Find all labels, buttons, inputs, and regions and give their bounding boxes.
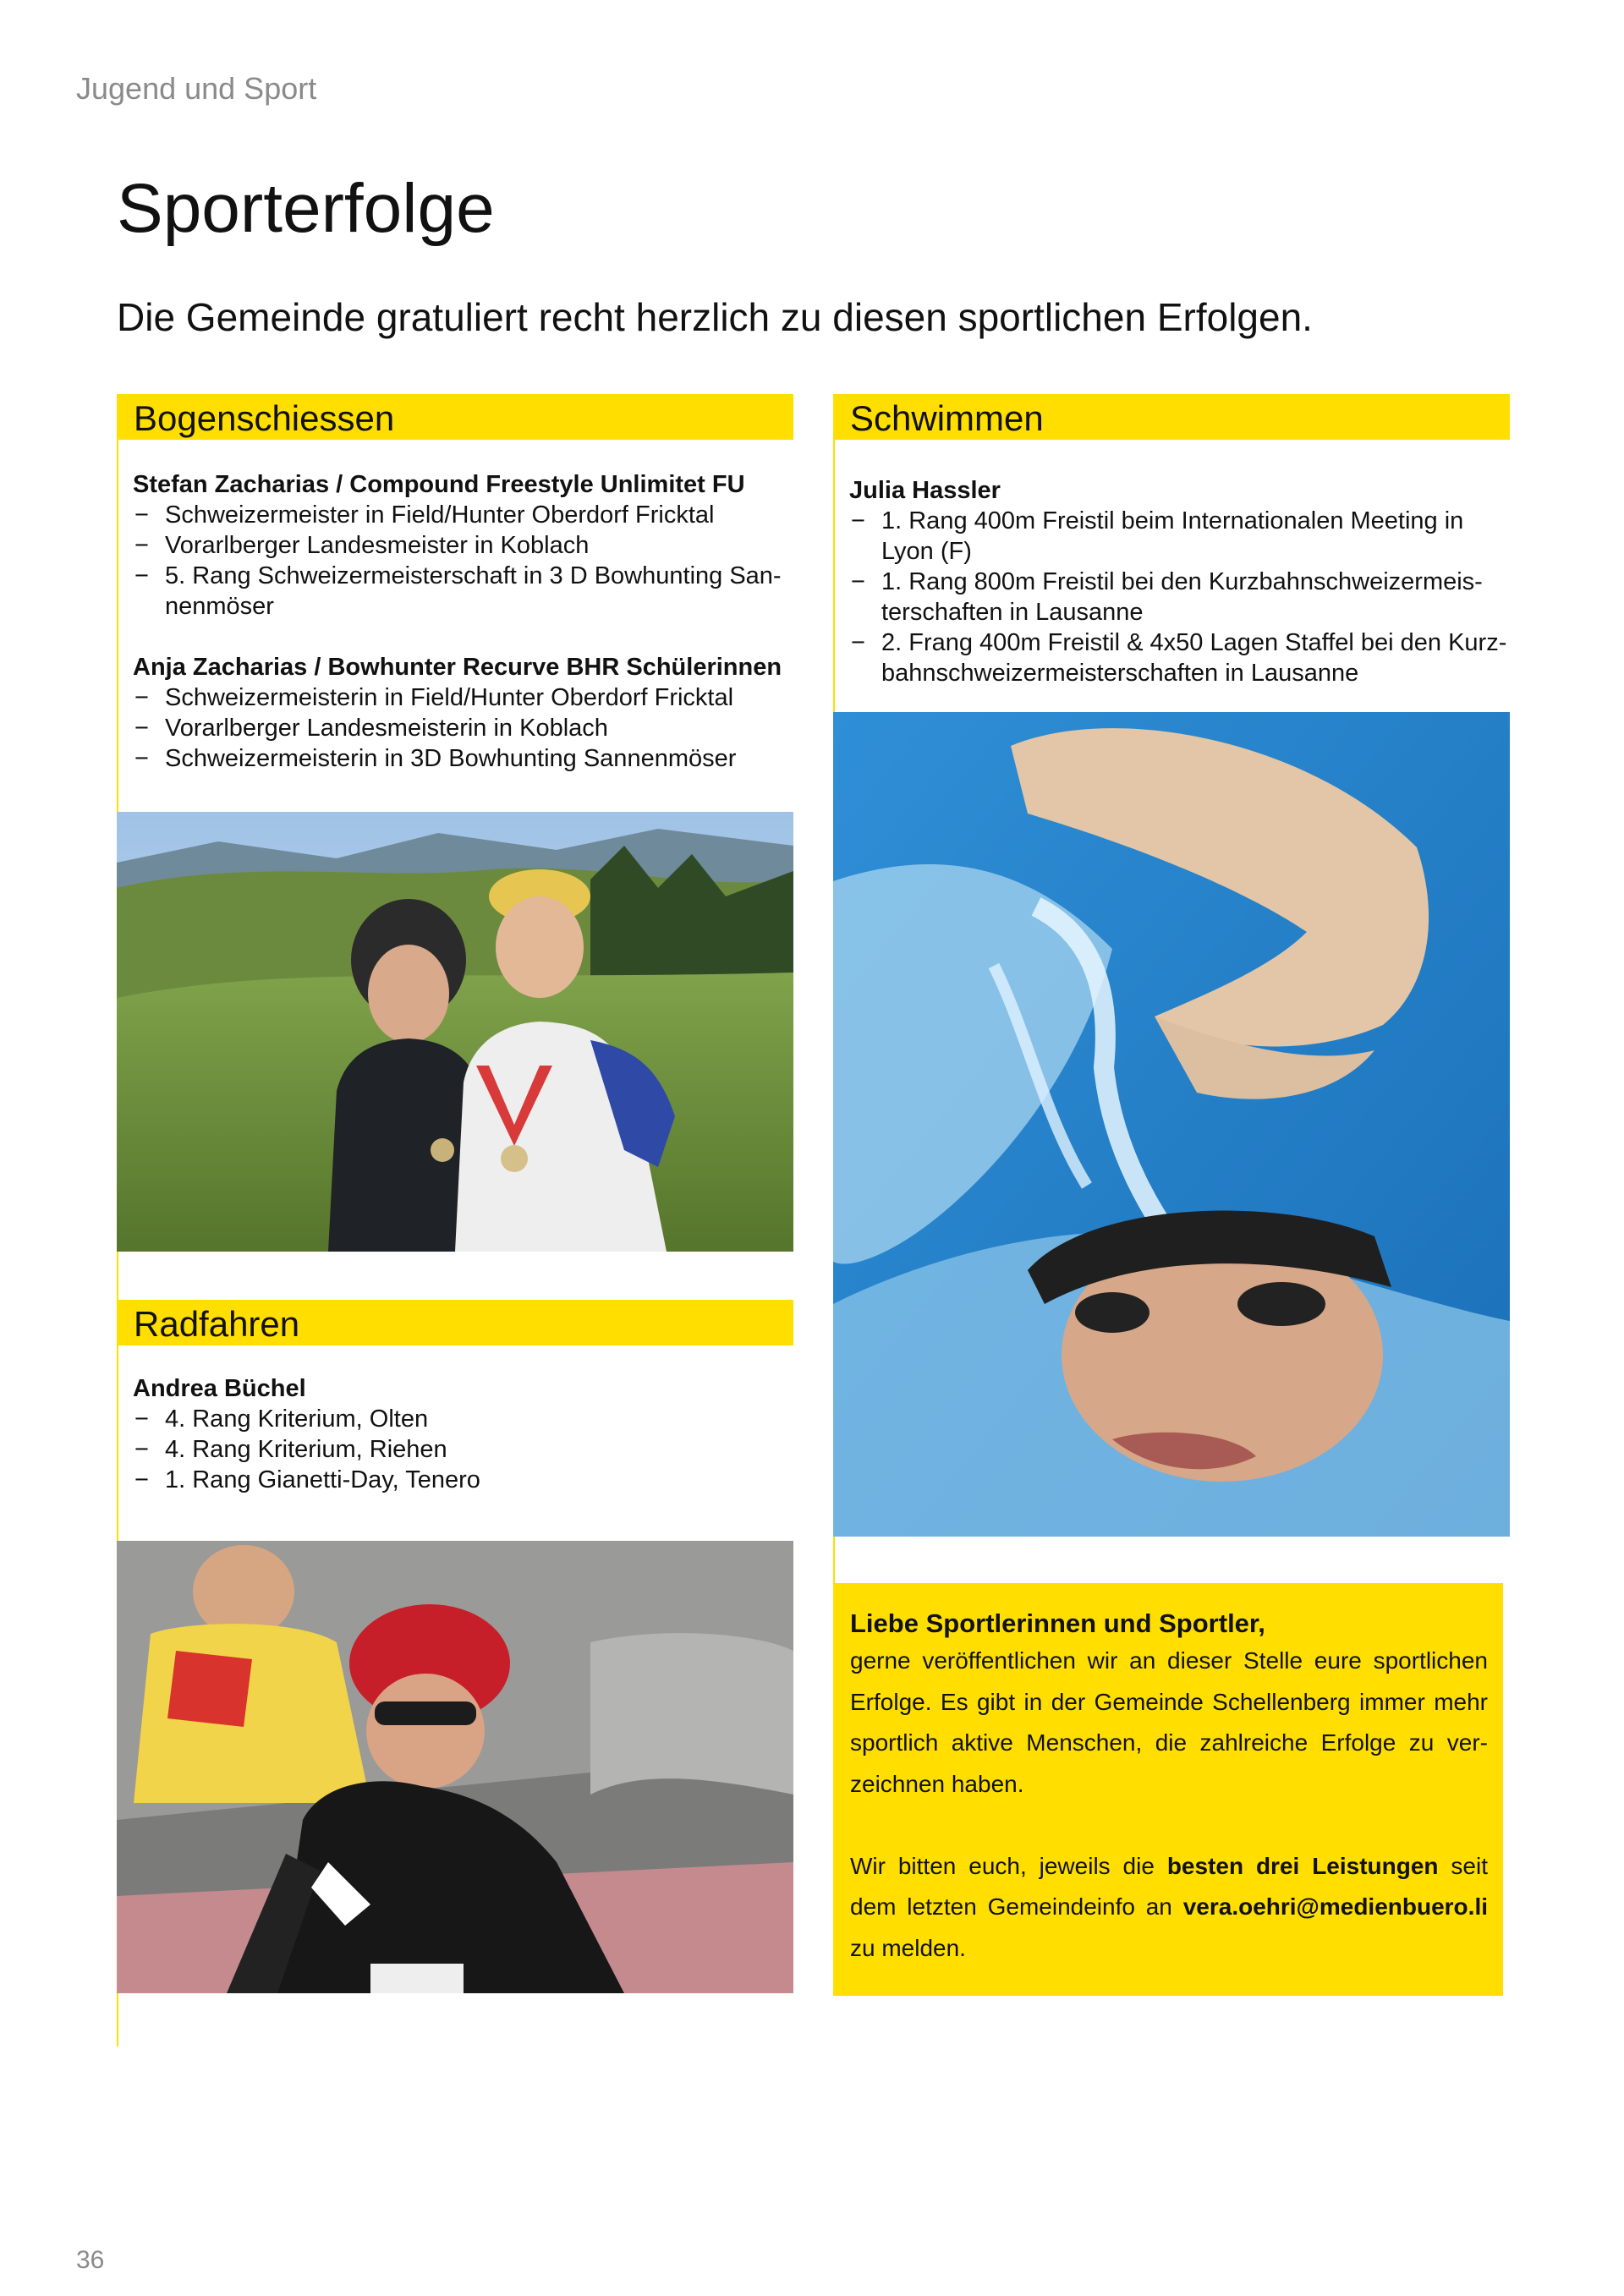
archery-photo [117,812,793,1252]
result-item: − Schweizermeisterin in Field/Hunter Oberdorf Fricktal [133,682,793,713]
radfahren-results [133,1373,793,1495]
result-item: − 2. Frang 400m Freistil & 4x50 Lagen Staffel bei den Kurz-bahnschweizermeisterschaften in Lausanne [849,627,1517,688]
info-box-request [850,1846,1488,1970]
info-box-paragraph: gerne veröffentlichen wir an dieser Stelle eure sportlichen Erfolge. Es gibt in der Gemeinde Schellenberg immer mehr sportlich aktive Menschen, die zahlreiche Erfolge zu ver-zeichnen haben. [850,1647,1488,1797]
info-box-spacer [850,1805,1488,1846]
request-text: Wir bitten euch, jeweils die [850,1852,1167,1879]
result-item: − Vorarlberger Landesmeisterin in Koblach [133,713,793,743]
result-item: − 1. Rang Gianetti-Day, Tenero [133,1465,793,1495]
result-item: − 5. Rang Schweizermeisterschaft in 3 D Bowhunting San-nenmöser [133,561,793,622]
result-list [849,506,1517,688]
result-item: − 1. Rang 800m Freistil bei den Kurzbahnschweizermeis-terschaften in Lausanne [849,567,1517,627]
heading-bogenschiessen [117,394,793,440]
result-item: − 4. Rang Kriterium, Riehen [133,1434,793,1465]
cycling-photo [117,1541,793,1993]
heading-radfahren [117,1300,793,1345]
result-item: − Schweizermeister in Field/Hunter Oberdorf Fricktal [133,500,793,530]
request-emphasis: besten drei Leistungen [1166,1852,1439,1879]
info-box-title: Liebe Sportlerinnen und Sportler, [850,1608,1265,1638]
result-item: − Schweizermeisterin in 3D Bowhunting Sannenmöser [133,743,793,774]
athlete-name: Anja Zacharias / Bowhunter Recurve BHR Schülerinnen [133,654,782,681]
result-item: − 1. Rang 400m Freistil beim Internationalen Meeting in Lyon (F) [849,506,1517,567]
athlete-name: Andrea Büchel [133,1375,306,1402]
intro-text: Die Gemeinde gratuliert recht herzlich zu diesen sportlichen Erfolgen. [117,295,1313,339]
result-list [133,500,793,622]
request-text: zu melden. [850,1934,966,1961]
info-box [833,1583,1503,1996]
page-number: 36 [76,2246,105,2274]
page-title: Sporterfolge [117,170,495,247]
heading-bogenschiessen-label: Bogenschiessen [134,398,395,438]
section-label: Jugend und Sport [76,71,317,106]
bogenschiessen-results [133,469,793,774]
swimming-photo [833,712,1510,1537]
heading-schwimmen [833,394,1510,440]
result-item: − 4. Rang Kriterium, Olten [133,1404,793,1434]
contact-email[interactable]: vera.oehri@medienbuero.li [1182,1893,1488,1920]
result-list [133,1404,793,1495]
result-item: − Vorarlberger Landesmeister in Koblach [133,530,793,561]
heading-radfahren-label: Radfahren [134,1304,300,1344]
request-text: seit dem letzten Gemeindeinfo an [850,1852,1488,1920]
schwimmen-results [849,475,1517,688]
heading-schwimmen-label: Schwimmen [850,398,1044,438]
athlete-name: Stefan Zacharias / Compound Freestyle Unlimitet FU [133,471,745,498]
result-list [133,682,793,774]
athlete-name: Julia Hassler [849,477,1001,504]
